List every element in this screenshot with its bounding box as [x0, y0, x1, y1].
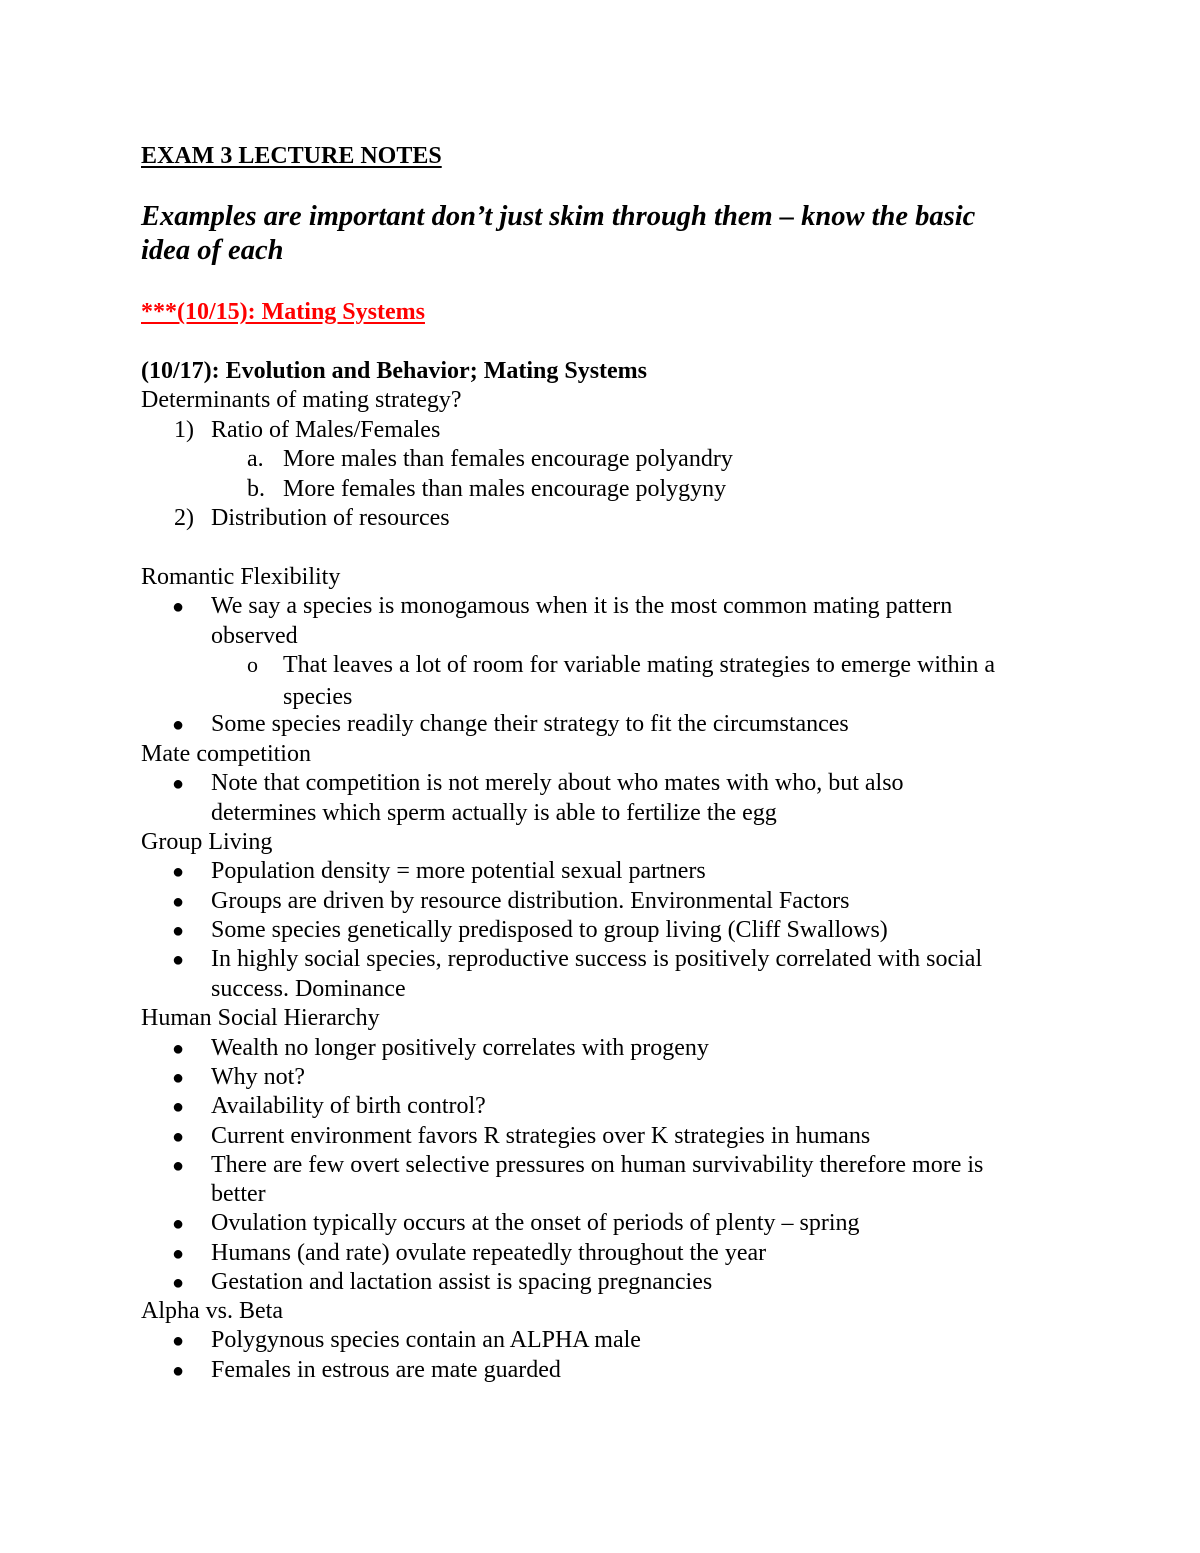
bullet-icon: ● [172, 1213, 185, 1235]
list-item: Polygynous species contain an ALPHA male [211, 1327, 641, 1353]
list-item: Some species genetically predisposed to group living (Cliff Swallows) [211, 917, 888, 943]
list-item: That leaves a lot of room for variable mating strategies to emerge within a [283, 652, 995, 678]
list-item: Availability of birth control? [211, 1093, 486, 1119]
list-item: More males than females encourage polyandry [283, 446, 733, 472]
mate-competition-heading: Mate competition [141, 741, 311, 767]
list-item: Gestation and lactation assist is spacing pregnancies [211, 1269, 713, 1295]
bullet-icon: ● [172, 1272, 185, 1294]
bullet-icon: ● [172, 1038, 185, 1060]
list-marker: 2) [174, 505, 194, 531]
bullet-icon: ● [172, 596, 185, 618]
bullet-icon: ● [172, 891, 185, 913]
list-item: Females in estrous are mate guarded [211, 1357, 561, 1383]
list-item: In highly social species, reproductive success is positively correlated with social [211, 946, 983, 972]
determinants-heading: Determinants of mating strategy? [141, 387, 462, 413]
bullet-icon: ● [172, 773, 185, 795]
section-heading-1015: ***(10/15): Mating Systems [141, 299, 425, 325]
alpha-beta-heading: Alpha vs. Beta [141, 1298, 283, 1324]
list-marker: 1) [174, 417, 194, 443]
bullet-icon: ● [172, 1155, 185, 1177]
bullet-icon: ● [172, 1126, 185, 1148]
list-item-continuation: better [211, 1181, 266, 1207]
list-item: Why not? [211, 1064, 305, 1090]
document-title: EXAM 3 LECTURE NOTES [141, 143, 442, 169]
list-item: Some species readily change their strategy to fit the circumstances [211, 711, 849, 737]
list-item: Ratio of Males/Females [211, 417, 441, 443]
list-item: There are few overt selective pressures on human survivability therefore more is [211, 1152, 984, 1178]
bullet-icon: ● [172, 714, 185, 736]
list-item: Humans (and rate) ovulate repeatedly throughout the year [211, 1240, 767, 1266]
bullet-icon: ● [172, 1243, 185, 1265]
list-item: Wealth no longer positively correlates with progeny [211, 1035, 709, 1061]
bullet-icon: ● [172, 1330, 185, 1352]
list-item: Note that competition is not merely about who mates with who, but also [211, 770, 904, 796]
list-item-continuation: success. Dominance [211, 976, 406, 1002]
list-item-continuation: observed [211, 623, 298, 649]
document-subtitle: Examples are important don’t just skim through them – know the basic idea of each [141, 201, 976, 266]
list-item: We say a species is monogamous when it is the most common mating pattern [211, 593, 953, 619]
bullet-icon: ● [172, 920, 185, 942]
group-living-heading: Group Living [141, 829, 273, 855]
list-item: Population density = more potential sexual partners [211, 858, 706, 884]
human-hierarchy-heading: Human Social Hierarchy [141, 1005, 380, 1031]
section-heading-1017: (10/17): Evolution and Behavior; Mating Systems [141, 358, 648, 384]
list-item-continuation: species [283, 684, 353, 710]
bullet-icon: ● [172, 1096, 185, 1118]
bullet-icon: ● [172, 1360, 185, 1382]
romantic-heading: Romantic Flexibility [141, 564, 341, 590]
list-item: Ovulation typically occurs at the onset of periods of plenty – spring [211, 1210, 860, 1236]
list-item: More females than males encourage polygyny [283, 476, 727, 502]
bullet-icon: ● [172, 1067, 185, 1089]
sub-bullet-icon: o [247, 652, 258, 677]
list-marker: b. [247, 476, 265, 502]
list-item: Distribution of resources [211, 505, 450, 531]
bullet-icon: ● [172, 949, 185, 971]
list-item: Groups are driven by resource distribution. Environmental Factors [211, 888, 850, 914]
list-item: Current environment favors R strategies over K strategies in humans [211, 1123, 871, 1149]
bullet-icon: ● [172, 861, 185, 883]
list-item-continuation: determines which sperm actually is able to fertilize the egg [211, 800, 777, 826]
list-marker: a. [247, 446, 264, 472]
